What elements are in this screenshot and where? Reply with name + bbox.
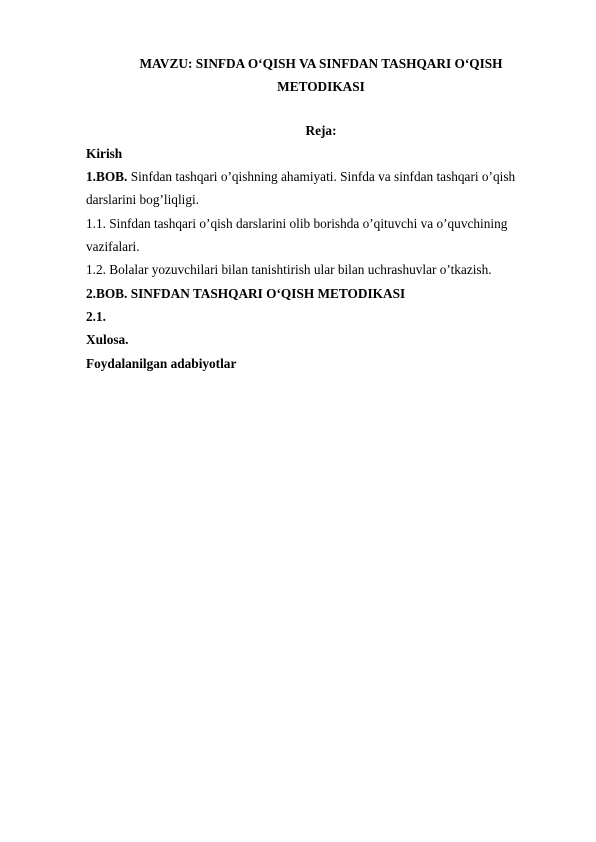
plan-item-chapter-1: [86, 165, 526, 188]
plan-item-conclusion: Xulosa.: [86, 332, 129, 348]
title-line-2: METODIKASI: [277, 79, 365, 95]
plan-item-chapter-2: 2.BOB. SINFDAN TASHQARI O‘QISH METODIKASI: [86, 285, 406, 301]
title-line-1: MAVZU: SINFDA O‘QISH VA SINFDAN TASHQARI O‘QISH: [139, 56, 503, 71]
plan-item-2-1: 2.1.: [86, 308, 106, 324]
chapter-1-text-continued: darslarini bog’liqligi.: [86, 192, 200, 208]
chapter-1-label: 1.BOB.: [86, 169, 128, 185]
document-content: [86, 52, 526, 375]
plan-item-references: Foydalanilgan adabiyotlar: [86, 355, 237, 371]
plan-list: [86, 142, 526, 375]
plan-item-intro: Kirish: [86, 145, 123, 161]
chapter-1-text: Sinfdan tashqari o’qishning ahamiyati. Sinfda va sinfdan tashqari o’qish: [127, 169, 516, 185]
document-title: [86, 52, 526, 99]
plan-item-1-1: 1.1. Sinfdan tashqari o’qish darslarini olib borishda o’qituvchi va o’quvchining: [86, 215, 508, 231]
plan-item-1-2: 1.2. Bolalar yozuvchilari bilan tanishtirish ular bilan uchrashuvlar o’tkazish.: [86, 262, 492, 278]
plan-item-1-1-continued: vazifalari.: [86, 239, 140, 255]
plan-heading: Reja:: [305, 122, 337, 138]
